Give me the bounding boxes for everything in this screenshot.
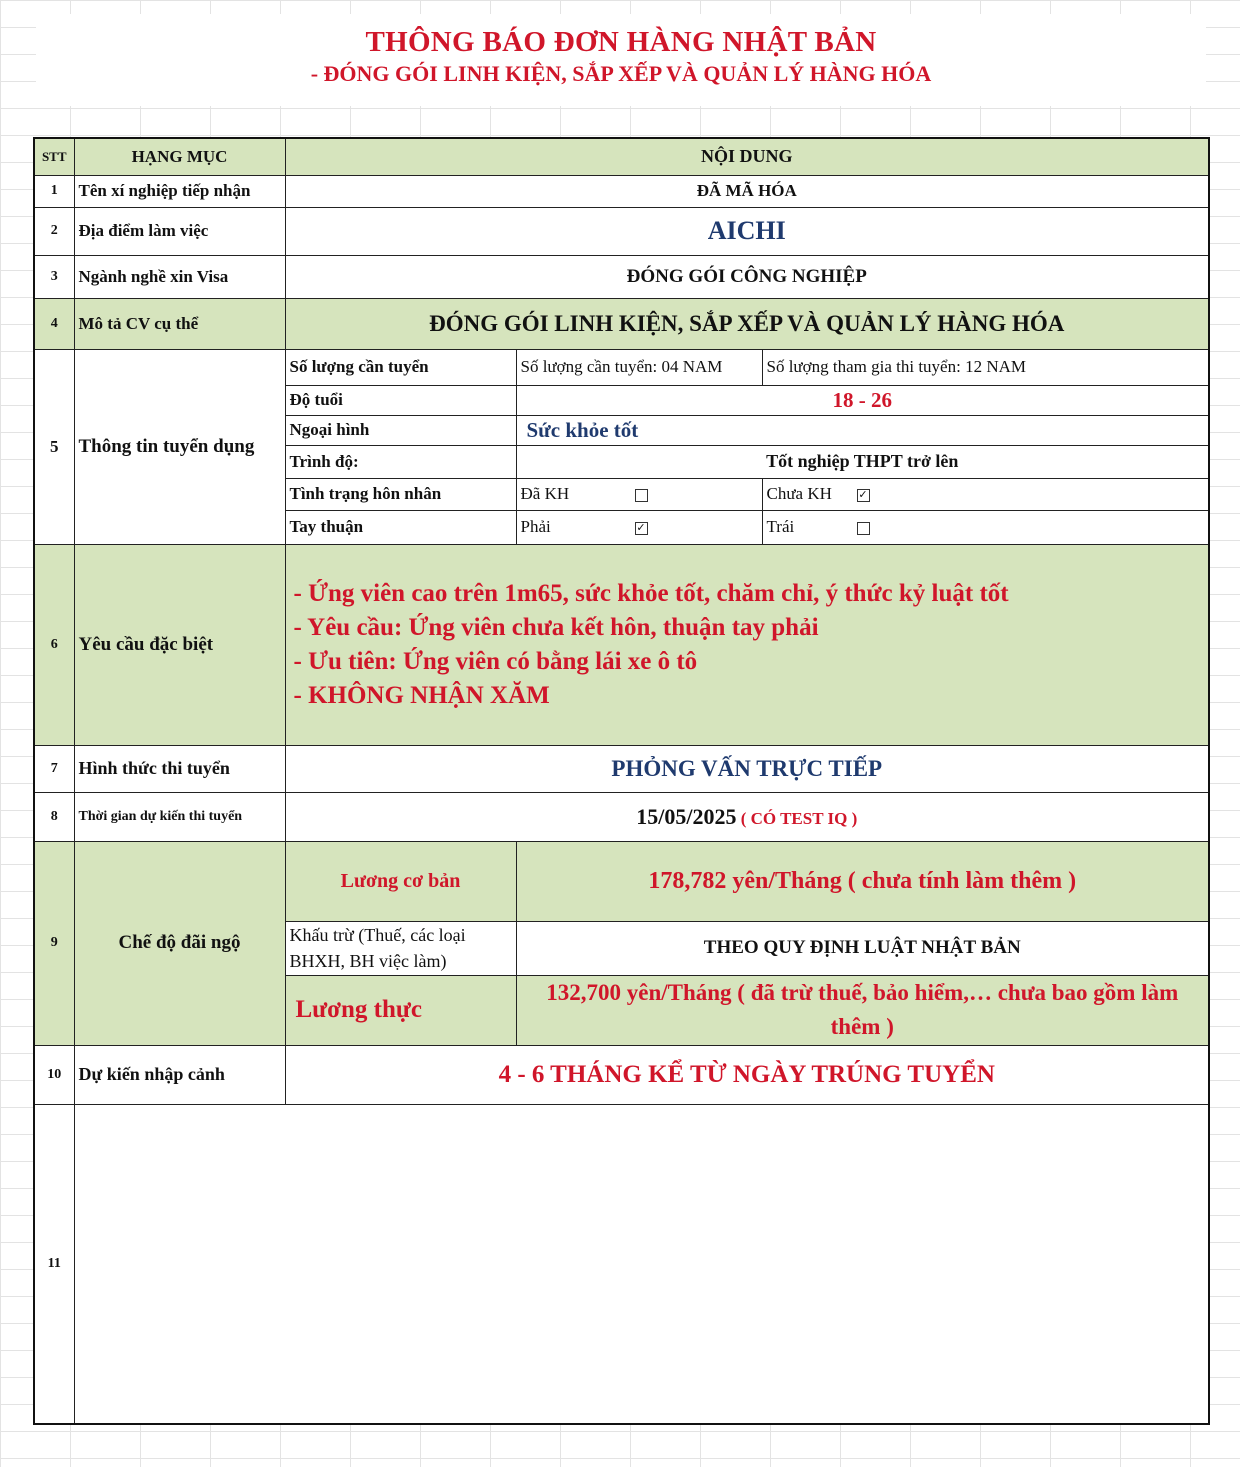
requirement-line: - Ứng viên cao trên 1m65, sức khỏe tốt, chăm chỉ, ý thức kỷ luật tốt [293, 579, 1009, 607]
row-number: 10 [34, 1045, 74, 1104]
row-recruitment-quantity [34, 349, 1209, 385]
requirement-line: - KHÔNG NHẬN XĂM [293, 681, 550, 709]
row-label: Mô tả CV cụ thể [74, 298, 285, 349]
row-location [34, 207, 1209, 255]
row-label: Dự kiến nhập cảnh [74, 1045, 285, 1104]
net-salary-label: Lương thực [285, 975, 516, 1045]
row-number: 3 [34, 255, 74, 298]
right-hand-checkbox[interactable]: ✓ [636, 520, 646, 534]
net-salary-value: 132,700 yên/Tháng ( đã trừ thuế, bảo hiểm,… chưa bao gồm làm thêm ) [516, 975, 1209, 1045]
row-number: 1 [34, 175, 74, 207]
title-block [36, 14, 1206, 106]
exam-date: 15/05/2025 [636, 803, 737, 829]
quantity-value: Số lượng cần tuyển: 04 NAM [516, 349, 762, 385]
header-category: HẠNG MỤC [74, 138, 285, 175]
exam-date-note: ( CÓ TEST IQ ) [736, 808, 858, 828]
married-option [516, 478, 762, 510]
row-number: 2 [34, 207, 74, 255]
exam-format-value: PHỎNG VẤN TRỰC TIẾP [285, 745, 1209, 792]
right-hand-option [516, 510, 762, 544]
marital-label: Tình trạng hôn nhân [285, 478, 516, 510]
deduction-value: THEO QUY ĐỊNH LUẬT NHẬT BẢN [516, 921, 1209, 975]
left-hand-label: Trái [766, 517, 795, 536]
row-number: 5 [34, 349, 74, 544]
right-hand-label: Phải [520, 517, 551, 536]
single-label: Chưa KH [766, 484, 832, 503]
special-requirements-list [285, 544, 1209, 745]
single-option [762, 478, 1209, 510]
row-entry [34, 1045, 1209, 1104]
page-title: THÔNG BÁO ĐƠN HÀNG NHẬT BẢN [365, 26, 877, 58]
exam-date-cell [285, 792, 1209, 841]
single-checkbox[interactable]: ✓ [858, 487, 868, 501]
job-order-table [33, 137, 1210, 1425]
location-value: AICHI [285, 207, 1209, 255]
row-label: Địa điểm làm việc [74, 207, 285, 255]
requirement-line: - Ưu tiên: Ứng viên có bằng lái xe ô tô [293, 647, 698, 675]
job-description-value: ĐÓNG GÓI LINH KIỆN, SẮP XẾP VÀ QUẢN LÝ HÀNG HÓA [285, 298, 1209, 349]
row-label: Thông tin tuyển dụng [74, 349, 285, 544]
visa-value: ĐÓNG GÓI CÔNG NGHIỆP [285, 255, 1209, 298]
row-label: Ngành nghề xin Visa [74, 255, 285, 298]
row-base-salary [34, 841, 1209, 921]
education-value: Tốt nghiệp THPT trở lên [516, 445, 1209, 478]
base-salary-label: Lương cơ bản [285, 841, 516, 921]
row-job-description [34, 298, 1209, 349]
entry-value: 4 - 6 THÁNG KỂ TỪ NGÀY TRÚNG TUYỂN [285, 1045, 1209, 1104]
row-label: Yêu cầu đặc biệt [74, 544, 285, 745]
row-number: 4 [34, 298, 74, 349]
photos-cell [74, 1104, 1209, 1424]
row-visa [34, 255, 1209, 298]
exam-quantity-value: Số lượng tham gia thi tuyển: 12 NAM [762, 349, 1209, 385]
header-row [34, 138, 1209, 175]
left-hand-checkbox[interactable] [857, 522, 870, 535]
appearance-label: Ngoại hình [285, 415, 516, 445]
age-value: 18 - 26 [516, 385, 1209, 415]
row-company [34, 175, 1209, 207]
row-label: Chế độ đãi ngộ [74, 841, 285, 1045]
header-content: NỘI DUNG [285, 138, 1209, 175]
married-label: Đã KH [520, 484, 570, 503]
row-exam-format [34, 745, 1209, 792]
row-label: Tên xí nghiệp tiếp nhận [74, 175, 285, 207]
row-number: 7 [34, 745, 74, 792]
row-exam-date [34, 792, 1209, 841]
page-subtitle: - ĐÓNG GÓI LINH KIỆN, SẮP XẾP VÀ QUẢN LÝ HÀNG HÓA [310, 61, 932, 86]
base-salary-value: 178,782 yên/Tháng ( chưa tính làm thêm ) [516, 841, 1209, 921]
hand-label: Tay thuận [285, 510, 516, 544]
row-photos [34, 1104, 1209, 1424]
row-label: Thời gian dự kiến thi tuyển [74, 792, 285, 841]
quantity-label: Số lượng cần tuyển [285, 349, 516, 385]
row-number: 8 [34, 792, 74, 841]
married-checkbox[interactable] [635, 489, 648, 502]
appearance-value: Sức khỏe tốt [516, 415, 1209, 445]
row-number: 11 [34, 1104, 74, 1424]
row-number: 6 [34, 544, 74, 745]
deduction-label: Khấu trừ (Thuế, các loại BHXH, BH việc làm) [285, 921, 516, 975]
row-label: Hình thức thi tuyển [74, 745, 285, 792]
company-value: ĐÃ MÃ HÓA [285, 175, 1209, 207]
row-special-requirements [34, 544, 1209, 745]
requirement-line: - Yêu cầu: Ứng viên chưa kết hôn, thuận tay phải [293, 613, 819, 641]
left-hand-option [762, 510, 1209, 544]
age-label: Độ tuổi [285, 385, 516, 415]
row-number: 9 [34, 841, 74, 1045]
education-label: Trình độ: [285, 445, 516, 478]
header-stt: STT [34, 138, 74, 175]
